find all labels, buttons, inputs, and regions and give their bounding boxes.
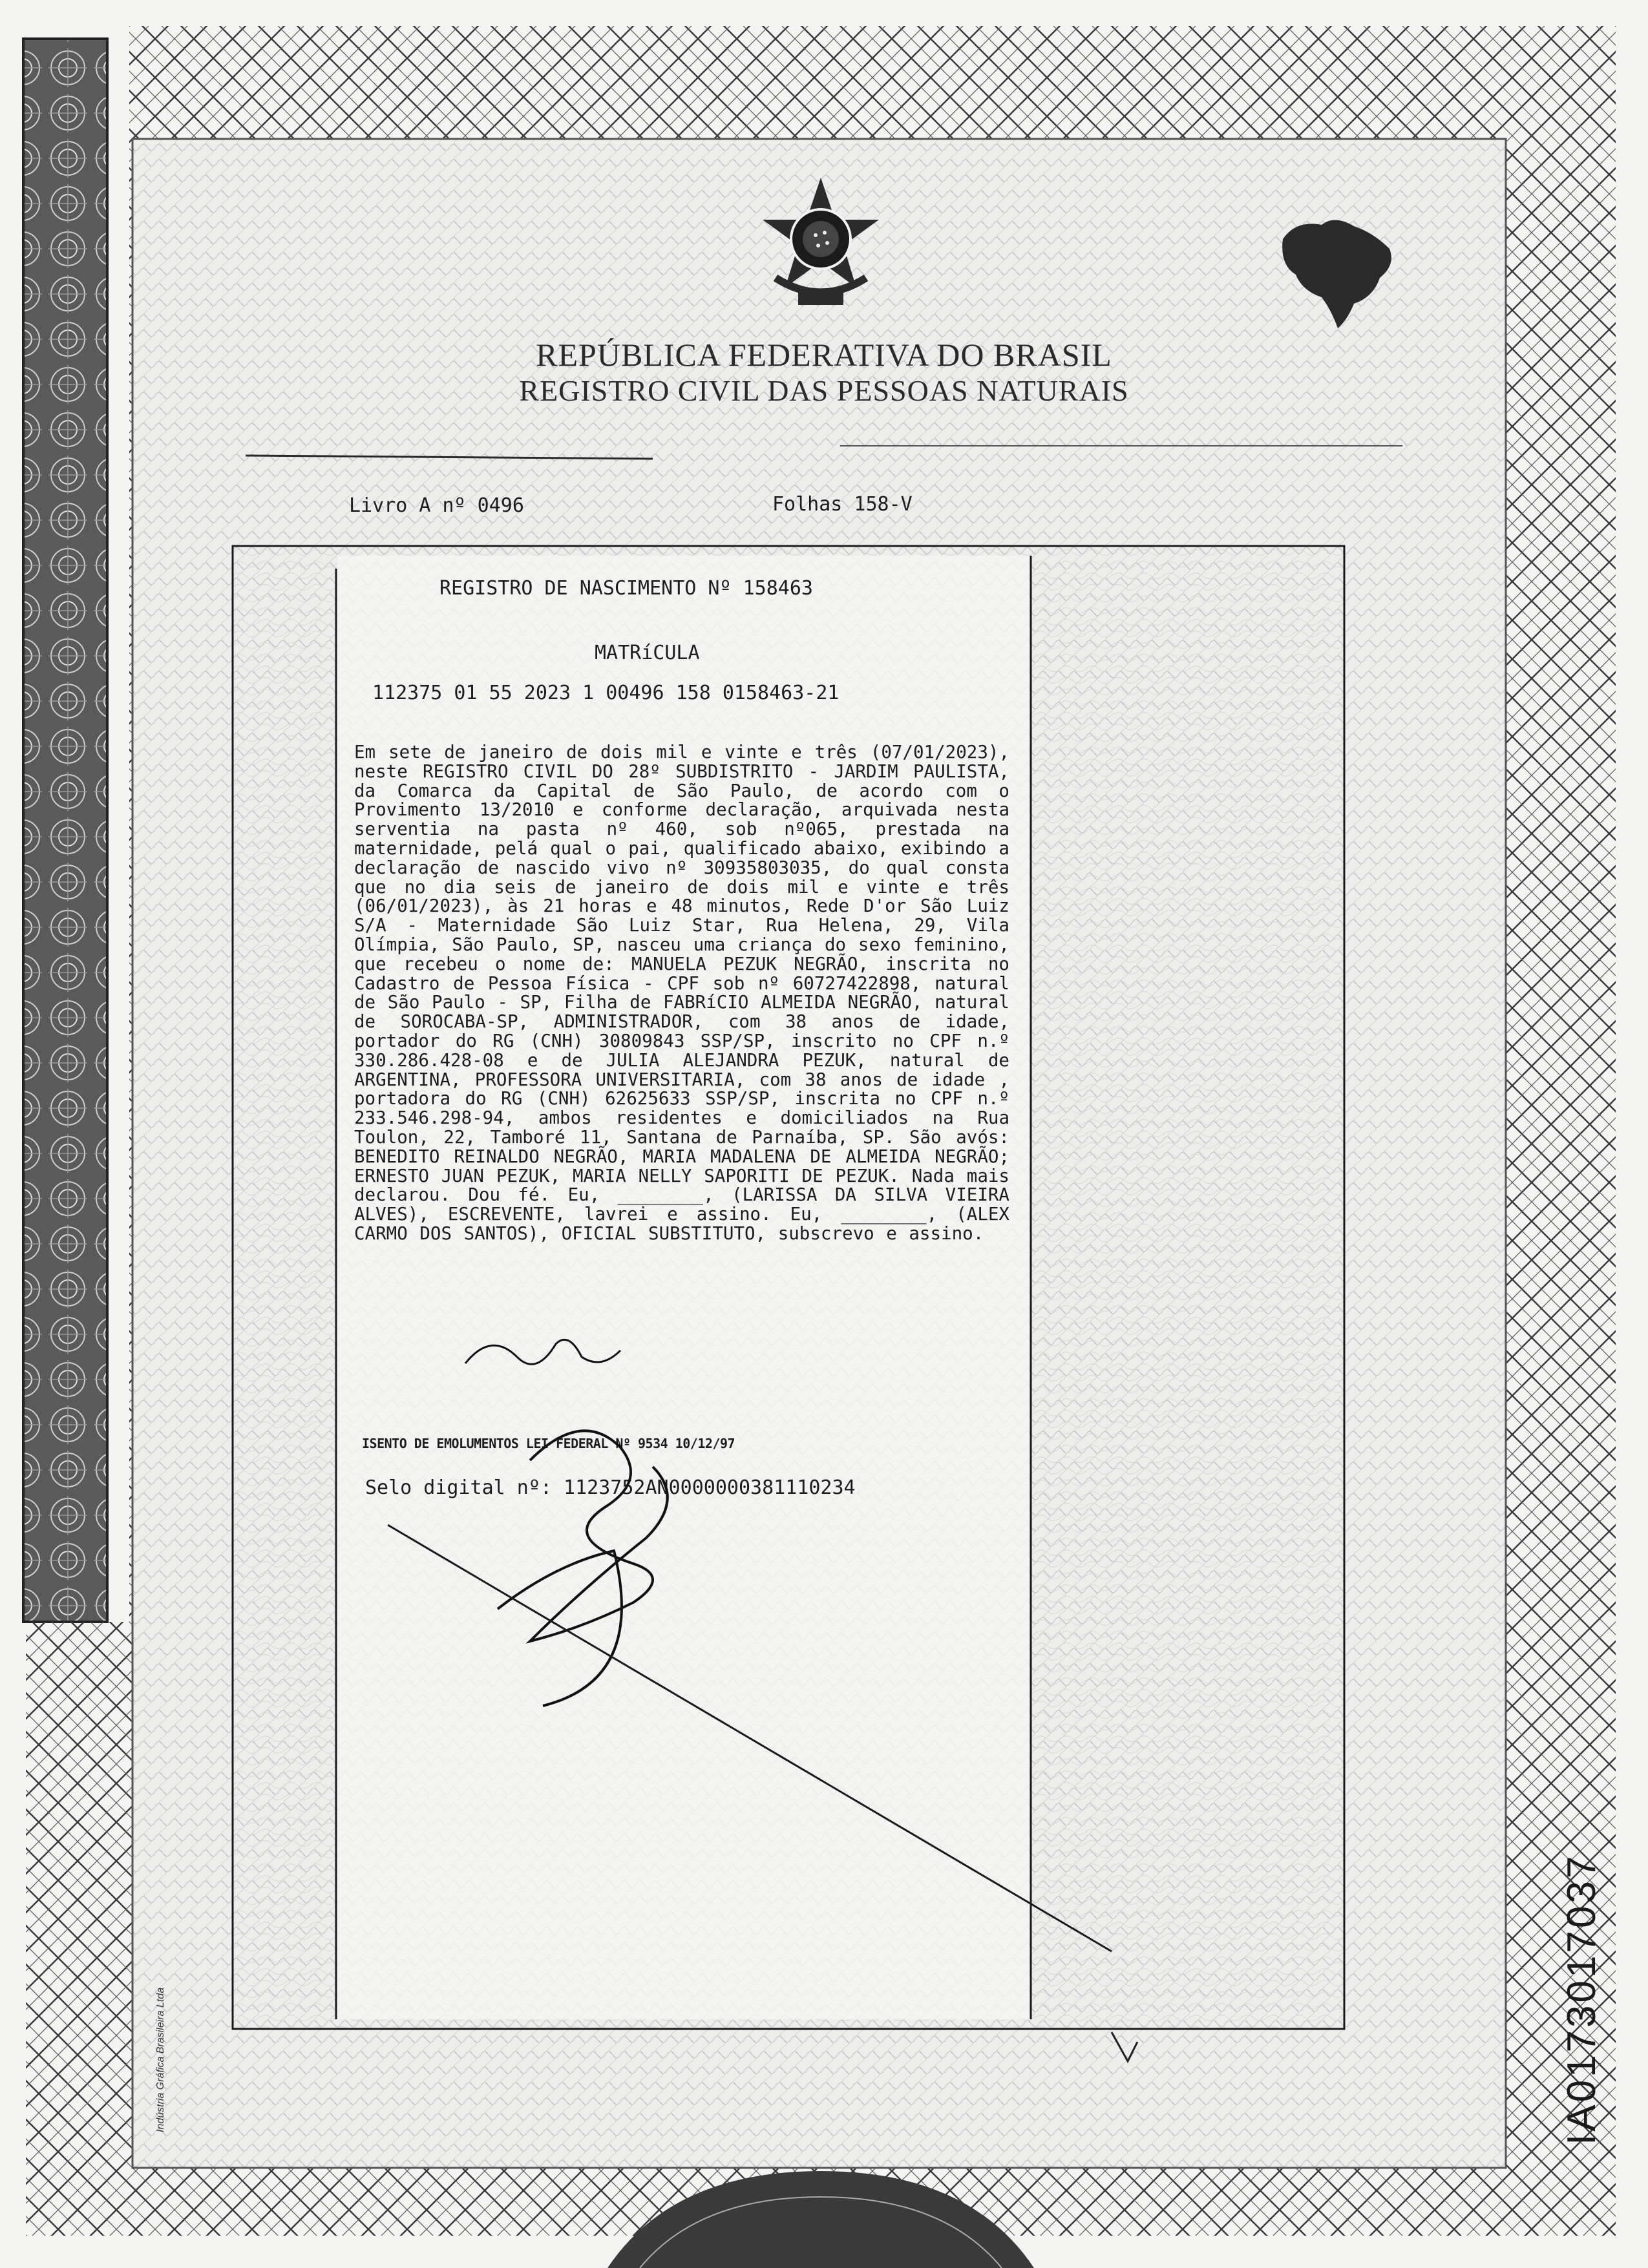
- coat-of-arms-icon: [750, 174, 892, 317]
- record-body: Em sete de janeiro de dois mil e vinte e três (07/01/2023), neste REGISTRO CIVIL DO 28º SUBDISTRITO - JARDIM PAULISTA, da Comarca da Capital de São Paulo, de acordo com o Provimento 13/2010 e conforme declaração, arquivada nesta serventia na pasta nº 460, sob nº065, prestada na maternidade, pelá qual o pai, qualificado abaixo, exibindo a declaração de nascido vivo nº 30935803035, do qual consta que no dia seis de janeiro de dois mil e vinte e três (06/01/2023), às 21 horas e 48 minutos, Rede D'or São Luiz S/A - Maternidade São Luiz Star, Rua Helena, 29, Vila Olímpia, São Paulo, SP, nasceu uma criança do sexo feminino, que recebeu o nome de: MANUELA PEZUK NEGRÃO, inscrita no Cadastro de Pessoa Física - CPF sob nº 60727422898, natural de São Paulo - SP, Filha de FABRíCIO ALMEIDA NEGRÃO, natural de SOROCABA-SP, ADMINISTRADOR, com 38 anos de idade, portador do RG (CNH) 30809843 SSP/SP, inscrito no CPF n.º 330.286.428-08 e de JULIA ALEJANDRA PEZUK, natural de ARGENTINA, PROFESSORA UNIVERSITARIA, com 38 anos de idade , portadora do RG (CNH) 62625633 SSP/SP, inscrita no CPF n.º 233.546.298-94, ambos residentes e domiciliados na Rua Toulon, 22, Tamboré 11, Santana de Parnaíba, SP. São avós: BENEDITO REINALDO NEGRÃO, MARIA MADALENA DE ALMEIDA NEGRÃO; ERNESTO JUAN PEZUK, MARIA NELLY SAPORITI DE PEZUK. Nada mais declarou. Dou fé. Eu, ________, (LARISSA DA SILVA VIEIRA ALVES), ESCREVENTE, lavrei e assino. Eu, ________, (ALEX CARMO DOS SANTOS), OFICIAL SUBSTITUTO, subscrevo e assino.: [354, 742, 1009, 1244]
- record-title: REGISTRO DE NASCIMENTO Nº 158463: [439, 577, 813, 600]
- fee-exemption-note: ISENTO DE EMOLUMENTOS LEI FEDERAL Nº 9534 10/12/97: [362, 1436, 735, 1451]
- document-serial-number: IA0173017037: [1559, 1853, 1604, 2145]
- livro-number: Livro A nº 0496: [349, 494, 524, 517]
- header-civil-registry: REGISTRO CIVIL DAS PESSOAS NATURAIS: [519, 374, 1129, 407]
- digital-seal: Selo digital nº: 1123752AN0000000381110234: [365, 1476, 856, 1499]
- printer-credit: Indústria Gráfica Brasileira Ltda: [155, 1987, 166, 2132]
- brazil-map-icon: [1276, 213, 1399, 330]
- folhas-number: Folhas 158-V: [772, 493, 913, 516]
- matricula-number: 112375 01 55 2023 1 00496 158 0158463-21: [372, 682, 840, 704]
- matricula-label: MATRíCULA: [595, 642, 700, 664]
- header-republic: REPÚBLICA FEDERATIVA DO BRASIL: [536, 337, 1112, 373]
